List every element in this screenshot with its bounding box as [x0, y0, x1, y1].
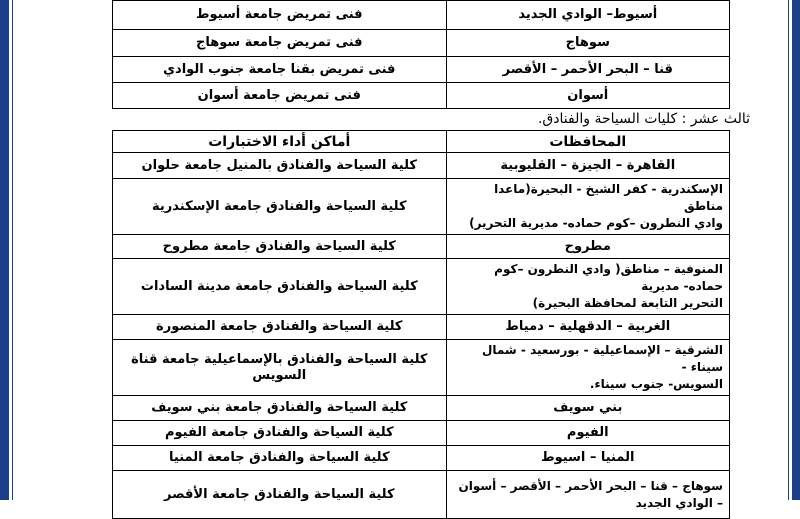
governorate-cell: الفيوم	[446, 421, 729, 446]
table-row	[113, 340, 730, 396]
governorate-line: السويس- جنوب سيناء.	[589, 377, 723, 391]
governorate-cell: سوهاج	[446, 30, 729, 57]
exam-place-cell: كلية السياحة والفنادق جامعة الفيوم	[113, 421, 447, 446]
exam-place-cell: كلية السياحة والفنادق بالإسماعيلية جامعة قناة السويس	[113, 340, 447, 396]
table-row	[113, 446, 730, 471]
governorate-cell	[446, 471, 729, 519]
governorate-line: التحرير التابعة لمحافظة البحيرة)	[532, 296, 723, 310]
governorate-cell	[446, 259, 729, 315]
exam-place-cell: فنى تمريض بقنا جامعة جنوب الوادي	[113, 57, 447, 83]
page-border-right-inner	[788, 0, 789, 500]
governorate-cell: المنيا – اسيوط	[446, 446, 729, 471]
governorate-line: الإسكندرية - كفر الشيخ - البحيرة(ماعدا مناطق	[494, 182, 723, 213]
exam-place-cell: كلية السياحة والفنادق جامعة المنصورة	[113, 315, 447, 340]
table-row	[113, 83, 730, 109]
table-row	[113, 259, 730, 315]
table-row	[113, 471, 730, 519]
governorate-cell: الغربية – الدقهلية – دمياط	[446, 315, 729, 340]
governorate-cell	[446, 340, 729, 396]
tourism-exam-table	[112, 130, 730, 519]
governorate-line: المنوفية – مناطق( وادي النطرون –كوم حماده- مديرية	[494, 262, 723, 293]
exam-place-cell: كلية السياحة والفنادق جامعة مطروح	[113, 235, 447, 259]
exam-place-cell: كلية السياحة والفنادق جامعة الإسكندرية	[113, 179, 447, 235]
section-heading: ثالث عشر : كليات السياحة والفنادق.	[537, 111, 750, 127]
governorate-cell: أسوان	[446, 83, 729, 109]
governorate-cell: أسيوط– الوادي الجديد	[446, 1, 729, 30]
governorate-cell: القاهرة – الجيزة – القليوبية	[446, 153, 729, 179]
table-row	[113, 57, 730, 83]
governorate-line: سوهاج – قنا – البحر الأحمر – الأقصر – أسوان	[458, 478, 723, 493]
table-row	[113, 153, 730, 179]
column-header-governorates: المحافظات	[446, 131, 729, 153]
governorate-cell: قنا – البحر الأحمر – الأقصر	[446, 57, 729, 83]
exam-place-cell: فنى تمريض جامعة أسوان	[113, 83, 447, 109]
table-row	[113, 396, 730, 421]
exam-place-cell: فنى تمريض جامعة سوهاج	[113, 30, 447, 57]
column-header-exam-places: أماكن أداء الاختبارات	[113, 131, 447, 153]
page-border-left-inner	[12, 0, 13, 500]
exam-place-cell: فنى تمريض جامعة أسيوط	[113, 1, 447, 30]
table-row	[113, 315, 730, 340]
nursing-exam-table	[112, 0, 730, 109]
governorate-line: الشرقية – الإسماعيلية - بورسعيد - شمال سيناء -	[481, 343, 723, 374]
governorate-line: – الوادي الجديد	[635, 495, 723, 510]
exam-place-cell: كلية السياحة والفنادق جامعة بني سويف	[113, 396, 447, 421]
exam-place-cell: كلية السياحة والفنادق بالمنيل جامعة حلوان	[113, 153, 447, 179]
table-row	[113, 179, 730, 235]
table-row	[113, 235, 730, 259]
governorate-cell	[446, 179, 729, 235]
governorate-cell: مطروح	[446, 235, 729, 259]
exam-place-cell: كلية السياحة والفنادق جامعة الأقصر	[113, 471, 447, 519]
page-border-left	[0, 0, 9, 500]
governorate-line: وادي النطرون –كوم حماده- مديرية التحرير)	[469, 216, 723, 230]
governorate-cell: بني سويف	[446, 396, 729, 421]
exam-place-cell: كلية السياحة والفنادق جامعة المنيا	[113, 446, 447, 471]
page-border-right	[792, 0, 800, 500]
exam-place-cell: كلية السياحة والفنادق جامعة مدينة السادات	[113, 259, 447, 315]
table-row	[113, 1, 730, 30]
table-row	[113, 421, 730, 446]
table-header-row	[113, 131, 730, 153]
table-row	[113, 30, 730, 57]
